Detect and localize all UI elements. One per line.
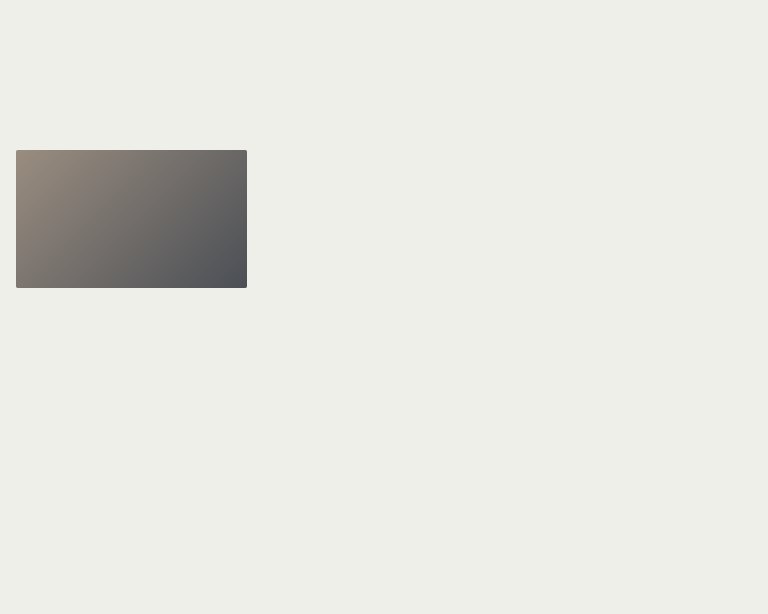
article-photo: [16, 150, 247, 288]
article-body: [16, 150, 752, 298]
article-header: [16, 16, 756, 28]
column-2: [269, 150, 500, 298]
column-1: [16, 150, 247, 298]
column-3: [521, 150, 752, 298]
